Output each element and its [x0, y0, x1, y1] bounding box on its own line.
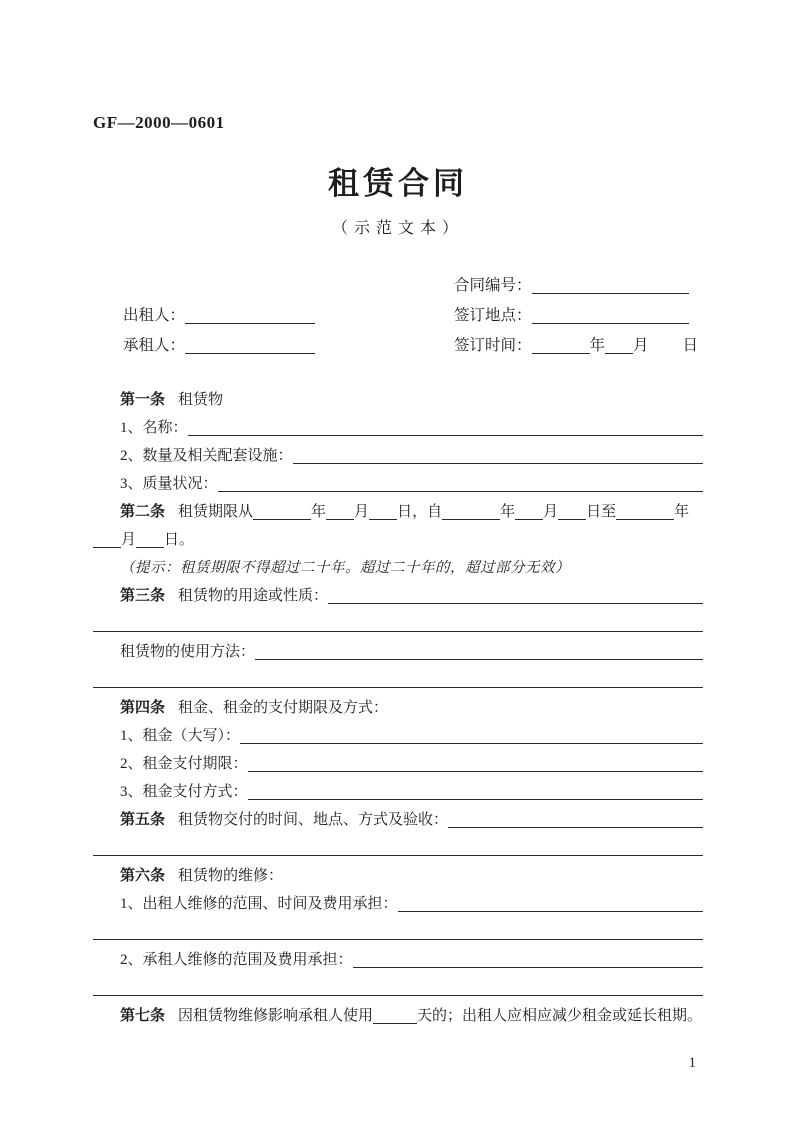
item-label: 2、承租人维修的范围及费用承担： — [120, 952, 353, 968]
month-label: 月 — [543, 504, 559, 520]
year-label: 年 — [589, 337, 606, 354]
blank-repair-days — [373, 1022, 417, 1024]
meta-lessor — [93, 304, 454, 328]
month-label: 月 — [121, 532, 137, 548]
meta-contract-no — [454, 274, 703, 298]
article-7-number: 第七条 — [120, 1008, 166, 1024]
blank-term-year-1 — [253, 518, 311, 520]
lessee-label: 承租人： — [123, 337, 186, 354]
blank-usage-continued — [93, 686, 703, 688]
doc-code: GF—2000—0601 — [93, 113, 225, 132]
article-1-item-name — [93, 412, 703, 440]
blank-pay-term — [248, 770, 703, 772]
blank-lessor — [185, 322, 315, 324]
article-5-number: 第五条 — [120, 812, 166, 828]
meta-sign-place — [454, 304, 703, 328]
blank-lessor-repair — [398, 910, 703, 912]
blank-lessor-repair-continued — [93, 938, 703, 940]
blank-sign-place — [532, 322, 689, 324]
item-label: 1、名称： — [120, 420, 188, 436]
month-label: 月 — [633, 337, 649, 354]
article-4-item-pay-method — [93, 776, 703, 804]
page-subtitle: （示范文本） — [331, 220, 464, 237]
article-1-item-quality — [93, 468, 703, 496]
blank-term-month-1 — [326, 518, 354, 520]
article-2-line1 — [93, 496, 703, 524]
article-2-number: 第二条 — [120, 504, 166, 520]
article-5-lead: 租赁物交付的时间、地点、方式及验收： — [178, 812, 449, 828]
page-number: 1 — [688, 1055, 696, 1071]
article-6-number: 第六条 — [120, 868, 166, 884]
sign-place-label: 签订地点： — [454, 307, 532, 324]
article-3-heading — [93, 580, 703, 608]
ruled-line-usage — [93, 664, 703, 692]
blank-purpose-continued — [93, 630, 703, 632]
meta-row-contract-no — [93, 268, 703, 298]
blank-lessee-repair-continued — [93, 994, 703, 996]
year-label: 年 — [500, 504, 516, 520]
blank-lessee-repair — [353, 966, 703, 968]
article-6-item-lessor-repair — [93, 888, 703, 916]
page-title: 租赁合同 — [328, 166, 468, 201]
blank-term-year-2 — [442, 518, 500, 520]
article-1-heading — [93, 384, 703, 412]
item-label: 3、租金支付方式： — [120, 784, 248, 800]
year-label: 年 — [674, 504, 690, 520]
article-3-number: 第三条 — [120, 588, 166, 604]
item-label: 3、质量状况： — [120, 476, 218, 492]
ruled-line-delivery — [93, 832, 703, 860]
day-comma-label: 日，自 — [397, 504, 443, 520]
blank-sign-month — [605, 352, 633, 354]
blank-lessee — [185, 352, 315, 354]
article-6-lead: 租赁物的维修： — [178, 868, 284, 884]
article-7-tail: 天的；出租人应相应减少租金或延长租期。 — [417, 1008, 703, 1024]
blank-term-day-3 — [136, 546, 164, 548]
article-7-lead: 因租赁物维修影响承租人使用 — [178, 1008, 374, 1024]
ruled-line-lessee-repair — [93, 972, 703, 1000]
article-2-line2 — [93, 524, 703, 552]
article-4-heading — [93, 692, 703, 720]
day-label: 日 — [682, 337, 699, 354]
article-6-item-lessee-repair — [93, 944, 703, 972]
blank-purpose — [328, 602, 703, 604]
article-2-lead: 租赁期限从 — [178, 504, 254, 520]
blank-name — [188, 434, 703, 436]
blank-delivery-continued — [93, 854, 703, 856]
day-period-label: 日。 — [164, 532, 195, 548]
ruled-line-purpose — [93, 608, 703, 636]
article-3-usage — [93, 636, 703, 664]
blank-pay-method — [248, 798, 703, 800]
blank-term-day-1 — [369, 518, 397, 520]
item-label: 2、数量及相关配套设施： — [120, 448, 293, 464]
usage-label: 租赁物的使用方法： — [120, 644, 256, 660]
blank-rent-amount — [240, 742, 703, 744]
sign-time-label: 签订时间： — [454, 337, 532, 354]
year-label: 年 — [311, 504, 327, 520]
meta-lessee — [93, 334, 454, 358]
blank-term-year-3 — [616, 518, 674, 520]
blank-sign-year — [532, 352, 590, 354]
item-label: 1、租金（大写）： — [120, 728, 241, 744]
article-4-lead: 租金、租金的支付期限及方式： — [178, 700, 389, 716]
item-label: 1、出租人维修的范围、时间及费用承担： — [120, 896, 398, 912]
article-1-title: 租赁物 — [178, 392, 224, 408]
article-4-number: 第四条 — [120, 700, 166, 716]
blank-term-month-2 — [515, 518, 543, 520]
article-1-item-quantity — [93, 440, 703, 468]
month-label: 月 — [354, 504, 370, 520]
article-4-item-rent — [93, 720, 703, 748]
meta-block — [93, 268, 703, 358]
blank-quantity — [293, 462, 703, 464]
blank-quality — [218, 490, 703, 492]
blank-usage — [255, 658, 703, 660]
contract-body — [93, 384, 703, 1028]
article-7-heading — [93, 1000, 703, 1028]
term-limit-tip: （提示：租赁期限不得超过二十年。超过二十年的，超过部分无效） — [120, 560, 570, 576]
contract-no-label: 合同编号： — [454, 277, 532, 294]
blank-term-month-3 — [93, 546, 121, 548]
item-label: 2、租金支付期限： — [120, 756, 248, 772]
lessor-label: 出租人： — [123, 307, 186, 324]
blank-delivery — [448, 826, 703, 828]
article-5-heading — [93, 804, 703, 832]
meta-sign-time — [454, 334, 703, 358]
article-2-tip-line — [93, 552, 703, 580]
meta-row-lessee — [93, 328, 703, 358]
article-1-number: 第一条 — [120, 392, 166, 408]
blank-term-day-2 — [558, 518, 586, 520]
article-6-heading — [93, 860, 703, 888]
day-to-label: 日至 — [586, 504, 617, 520]
article-4-item-pay-term — [93, 748, 703, 776]
meta-row-lessor — [93, 298, 703, 328]
page-content — [93, 0, 703, 1028]
article-3-lead: 租赁物的用途或性质： — [178, 588, 329, 604]
ruled-line-lessor-repair — [93, 916, 703, 944]
blank-contract-no — [532, 292, 689, 294]
